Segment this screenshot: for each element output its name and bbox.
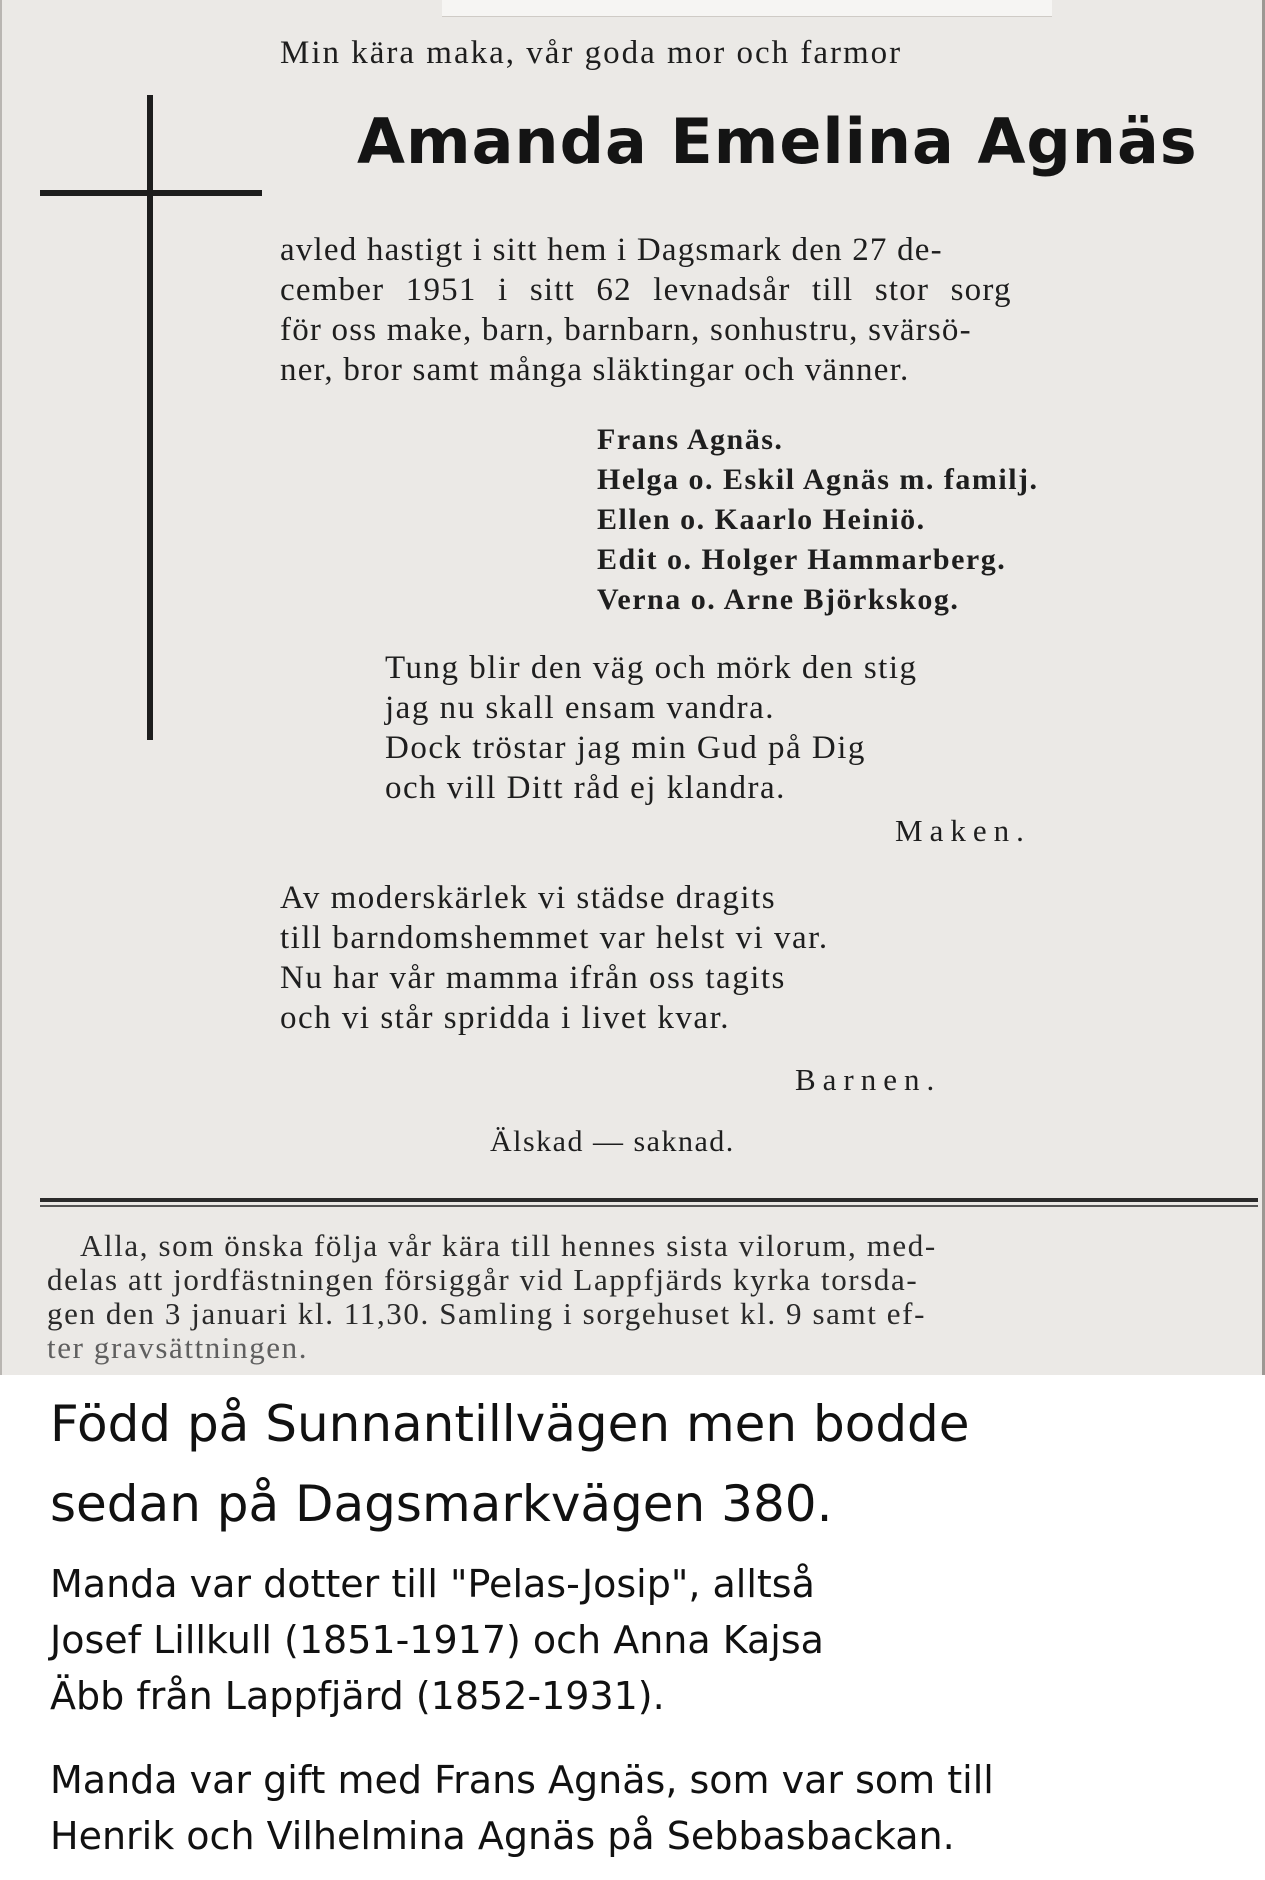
divider-rule (40, 1205, 1258, 1207)
mourner-name: Helga o. Eskil Agnäs m. familj. (597, 463, 1039, 496)
caption-text-line: Henrik och Vilhelmina Agnäs på Sebbasbackan. (50, 1814, 955, 1858)
poem-line: till barndomshemmet var helst vi var. (280, 920, 829, 956)
mourner-name: Ellen o. Kaarlo Heiniö. (597, 503, 926, 536)
closing-phrase: Älskad — saknad. (490, 1125, 735, 1158)
poem-line: och vi står spridda i livet kvar. (280, 1000, 730, 1036)
poem-line: och vill Ditt råd ej klandra. (385, 770, 786, 806)
funeral-notice-line: Alla, som önska följa vår kära till hennes sista vilorum, med- (80, 1228, 937, 1263)
poem-line: Tung blir den väg och mörk den stig (385, 650, 918, 686)
obituary-body-line: för oss make, barn, barnbarn, sonhustru, svärsö- (280, 312, 972, 348)
caption-text-line: Äbb från Lappfjärd (1852-1931). (50, 1674, 665, 1718)
poem-signature: Maken. (895, 813, 1031, 848)
cross-icon-horizontal (40, 190, 262, 196)
poem-line: Dock tröstar jag min Gud på Dig (385, 730, 866, 766)
obituary-intro: Min kära maka, vår goda mor och farmor (280, 35, 903, 71)
deceased-name: Amanda Emelina Agnäs (357, 105, 1198, 178)
caption-heading-line: sedan på Dagsmarkvägen 380. (50, 1475, 833, 1533)
funeral-notice-line: gen den 3 januari kl. 11,30. Samling i sorgehuset kl. 9 samt ef- (47, 1296, 926, 1331)
caption-text-line: Manda var gift med Frans Agnäs, som var som till (50, 1758, 994, 1802)
clipping-top-edge (442, 0, 1052, 17)
poem-line: Av moderskärlek vi städse dragits (280, 880, 777, 916)
mourner-name: Edit o. Holger Hammarberg. (597, 543, 1007, 576)
funeral-notice-line: ter gravsättningen. (47, 1330, 309, 1365)
obituary-body-line: ner, bror samt många släktingar och vänner. (280, 352, 910, 388)
divider-rule (40, 1198, 1258, 1202)
poem-line: jag nu skall ensam vandra. (385, 690, 775, 726)
caption-text-line: Josef Lillkull (1851-1917) och Anna Kajsa (50, 1618, 824, 1662)
mourner-name: Verna o. Arne Björkskog. (597, 583, 960, 616)
funeral-notice-line: delas att jordfästningen försiggår vid Lappfjärds kyrka torsda- (47, 1262, 919, 1297)
poem-signature: Barnen. (795, 1062, 942, 1097)
mourner-name: Frans Agnäs. (597, 423, 784, 456)
caption-heading-line: Född på Sunnantillvägen men bodde (50, 1395, 970, 1453)
poem-line: Nu har vår mamma ifrån oss tagits (280, 960, 786, 996)
obituary-body-line: cember 1951 i sitt 62 levnadsår till stor sorg (280, 272, 1012, 308)
obituary-body-line: avled hastigt i sitt hem i Dagsmark den 27 de- (280, 232, 943, 268)
caption-text-line: Manda var dotter till "Pelas-Josip", alltså (50, 1562, 815, 1606)
